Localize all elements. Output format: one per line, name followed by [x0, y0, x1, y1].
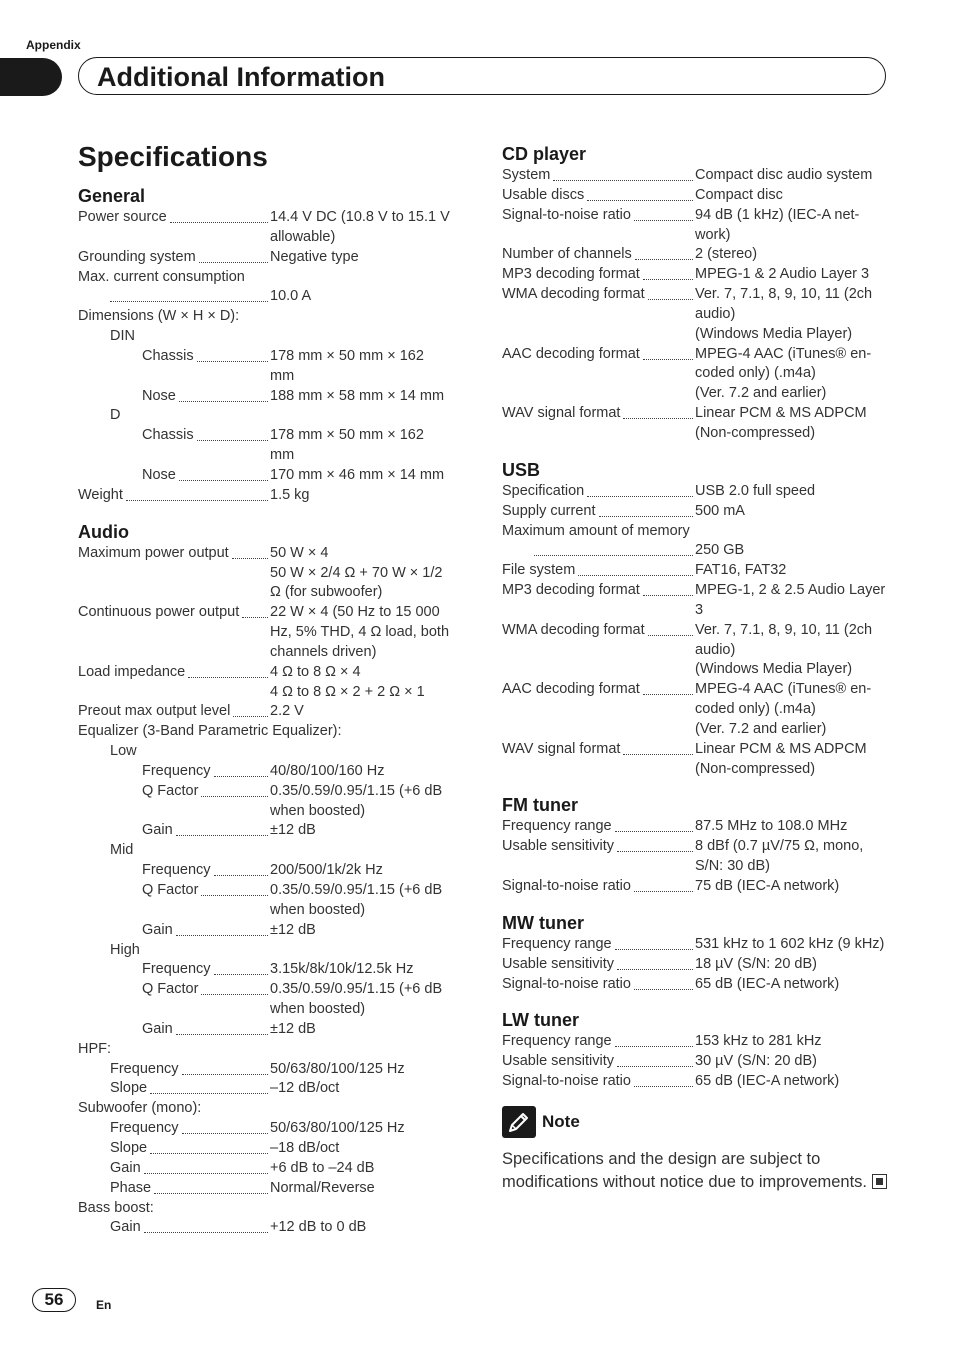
spec-value: 30 µV (S/N: 20 dB): [695, 1053, 817, 1070]
spec-label: Power source: [78, 209, 167, 225]
spec-value: 4 Ω to 8 Ω × 4: [270, 663, 361, 680]
dot-leader: [617, 1052, 693, 1067]
spec-row: [78, 426, 468, 446]
dot-leader: [201, 980, 268, 995]
spec-value: 50 W × 2/4 Ω + 70 W × 1/2: [270, 564, 443, 581]
spec-row: [502, 1072, 892, 1092]
dot-leader: [623, 404, 693, 419]
spec-row: [502, 424, 892, 444]
dot-leader: [110, 287, 268, 302]
spec-value: when boosted): [270, 1001, 366, 1018]
spec-label: Maximum power output: [78, 544, 229, 561]
dot-leader: [179, 466, 268, 481]
dot-leader: [214, 960, 268, 975]
spec-row: [78, 623, 468, 643]
spec-value: 0.35/0.59/0.95/1.15 (+6 dB: [270, 981, 443, 998]
section-heading: General: [78, 186, 146, 206]
spec-section: [78, 520, 468, 1239]
spec-row: [78, 1179, 468, 1199]
dot-leader: [578, 561, 693, 576]
dot-leader: [242, 603, 268, 618]
spec-section: [502, 142, 892, 444]
spec-value: allowable): [270, 228, 336, 245]
spec-row: [78, 821, 468, 841]
spec-group-label: Subwoofer (mono):: [78, 1100, 202, 1117]
spec-row: [78, 486, 468, 506]
spec-label: Slope: [110, 1139, 148, 1156]
spec-row: [502, 621, 892, 641]
dot-leader: [144, 1159, 268, 1174]
spec-row: [502, 581, 892, 601]
spec-label: Nose: [142, 387, 176, 404]
spec-label: Phase: [110, 1179, 152, 1196]
dot-leader: [643, 345, 693, 360]
dot-leader: [176, 821, 268, 836]
spec-row: [502, 245, 892, 265]
spec-value: MPEG-4 AAC (iTunes® en-: [695, 681, 872, 698]
spec-label: MP3 decoding format: [502, 582, 640, 599]
spec-row: [502, 837, 892, 857]
spec-value: when boosted): [270, 901, 366, 918]
note-body: [502, 1148, 892, 1194]
spec-value: 4 Ω to 8 Ω × 2 + 2 Ω × 1: [270, 683, 425, 700]
spec-row: [502, 740, 892, 760]
spec-value: 14.4 V DC (10.8 V to 15.1 V: [270, 209, 450, 225]
spec-value: (Non-compressed): [695, 424, 816, 441]
spec-label: Specification: [502, 482, 585, 499]
dot-leader: [587, 186, 693, 201]
spec-row: [502, 660, 892, 680]
spec-value: (Ver. 7.2 and earlier): [695, 385, 827, 402]
spec-group-label: Maximum amount of memory: [502, 522, 690, 539]
spec-label: Signal-to-noise ratio: [502, 878, 631, 894]
section-heading: CD player: [502, 144, 587, 164]
spec-label: Load impedance: [78, 663, 186, 680]
spec-value: ±12 dB: [270, 1020, 316, 1037]
spec-row: [78, 762, 468, 782]
spec-value: +6 dB to –24 dB: [270, 1159, 375, 1176]
spec-row: [502, 186, 892, 206]
spec-row: [502, 975, 892, 995]
section-banner: [78, 57, 886, 95]
dot-leader: [615, 817, 693, 832]
spec-row: [78, 287, 468, 307]
spec-value: 178 mm × 50 mm × 162: [270, 427, 424, 444]
spec-row: [502, 680, 892, 700]
spec-value: 65 dB (IEC-A network): [695, 975, 840, 992]
spec-row: [502, 482, 892, 502]
spec-row: [502, 305, 892, 325]
spec-row: [78, 564, 468, 584]
spec-section: [502, 911, 892, 995]
spec-row: [78, 663, 468, 683]
spec-row: [502, 641, 892, 661]
spec-label: Q Factor: [142, 782, 199, 799]
dot-leader: [150, 1079, 268, 1094]
spec-value: 3: [695, 601, 704, 618]
spec-label: Frequency: [142, 961, 211, 978]
spec-value: 1.5 kg: [270, 486, 310, 503]
dot-leader: [599, 502, 694, 517]
section-heading: FM tuner: [502, 795, 578, 816]
appendix-label: Appendix: [26, 38, 81, 52]
spec-value: FAT16, FAT32: [695, 562, 787, 579]
spec-row: [78, 960, 468, 980]
spec-group-label: HPF:: [78, 1040, 112, 1057]
spec-row: [502, 541, 892, 561]
spec-row: [78, 980, 468, 1000]
spec-row: [78, 1000, 468, 1020]
spec-label: File system: [502, 562, 576, 579]
dot-leader: [634, 206, 693, 221]
spec-label: Frequency: [110, 1060, 179, 1077]
spec-value: ±12 dB: [270, 921, 316, 938]
spec-label: WAV signal format: [502, 740, 621, 757]
spec-value: 500 mA: [695, 502, 745, 519]
dot-leader: [643, 581, 693, 596]
dot-leader: [635, 245, 693, 260]
spec-value: +12 dB to 0 dB: [270, 1219, 367, 1236]
end-mark-icon: [872, 1174, 887, 1189]
spec-row: [502, 226, 892, 246]
spec-row: [502, 1052, 892, 1072]
spec-value: Linear PCM & MS ADPCM: [695, 740, 867, 757]
spec-row: [502, 502, 892, 522]
spec-value: Hz, 5% THD, 4 Ω load, both: [270, 624, 450, 641]
dot-leader: [634, 975, 693, 990]
section-tab-marker: [0, 58, 62, 96]
spec-value: Negative type: [270, 248, 359, 265]
dot-leader: [197, 426, 268, 441]
spec-label: Usable sensitivity: [502, 955, 615, 972]
spec-label: Usable discs: [502, 186, 585, 203]
dot-leader: [615, 1032, 693, 1047]
spec-value: (Windows Media Player): [695, 661, 853, 678]
spec-label: Continuous power output: [78, 604, 240, 621]
dot-leader: [144, 1218, 268, 1233]
spec-label: Gain: [110, 1219, 141, 1236]
spec-row: [502, 265, 892, 285]
spec-value: Compact disc audio system: [695, 167, 873, 183]
section-heading: USB: [502, 459, 541, 480]
spec-value: mm: [270, 367, 295, 384]
language-label: En: [96, 1298, 112, 1312]
spec-section: [502, 1008, 892, 1092]
spec-value: 0.35/0.59/0.95/1.15 (+6 dB: [270, 882, 443, 898]
spec-value: Ω (for subwoofer): [270, 584, 383, 601]
spec-row: [78, 861, 468, 881]
spec-label: System: [502, 167, 551, 183]
spec-row: [78, 367, 468, 387]
spec-value: 188 mm × 58 mm × 14 mm: [270, 387, 445, 404]
spec-label: Signal-to-noise ratio: [502, 975, 631, 992]
spec-label: Chassis: [142, 347, 194, 364]
spec-group-label: Bass boost:: [78, 1199, 154, 1216]
dot-leader: [201, 881, 268, 896]
spec-label: Number of channels: [502, 246, 632, 263]
spec-label: Gain: [142, 921, 173, 938]
spec-label: Signal-to-noise ratio: [502, 206, 631, 223]
spec-value: coded only) (.m4a): [695, 701, 816, 718]
spec-row: [78, 901, 468, 921]
spec-label: WMA decoding format: [502, 621, 645, 638]
dot-leader: [587, 482, 693, 497]
spec-label: Frequency: [110, 1120, 179, 1137]
spec-row: [502, 345, 892, 365]
spec-group-label: DIN: [110, 328, 135, 345]
spec-label: Supply current: [502, 502, 596, 519]
spec-row: [78, 782, 468, 802]
spec-value: 2 (stereo): [695, 246, 758, 263]
dot-leader: [615, 935, 693, 950]
spec-section: [78, 184, 468, 506]
spec-value: 10.0 A: [270, 288, 312, 305]
spec-row: [78, 881, 468, 901]
spec-section: [502, 793, 892, 896]
spec-value: work): [695, 226, 731, 243]
spec-label: Signal-to-noise ratio: [502, 1073, 631, 1090]
note-title: Note: [542, 1111, 580, 1131]
spec-row: [78, 228, 468, 248]
dot-leader: [150, 1139, 268, 1154]
spec-value: channels driven): [270, 643, 377, 660]
spec-value: (Windows Media Player): [695, 325, 853, 342]
dot-leader: [232, 544, 268, 559]
spec-value: 170 mm × 46 mm × 14 mm: [270, 466, 445, 483]
spec-row: [78, 208, 468, 228]
spec-row: [502, 384, 892, 404]
dot-leader: [179, 387, 268, 402]
dot-leader: [182, 1060, 268, 1075]
spec-value: 0.35/0.59/0.95/1.15 (+6 dB: [270, 782, 443, 799]
spec-row: [502, 877, 892, 897]
spec-label: AAC decoding format: [502, 681, 640, 698]
dot-leader: [233, 702, 268, 717]
dot-leader: [617, 837, 693, 852]
spec-row: [502, 857, 892, 877]
dot-leader: [126, 486, 268, 501]
page-title: Specifications: [78, 141, 268, 172]
spec-label: Frequency range: [502, 1033, 612, 1050]
spec-label: MP3 decoding format: [502, 266, 640, 283]
dot-leader: [643, 265, 693, 280]
spec-row: [78, 466, 468, 486]
spec-value: Ver. 7, 7.1, 8, 9, 10, 11 (2ch: [695, 286, 873, 303]
spec-group-label: Equalizer (3-Band Parametric Equalizer):: [78, 723, 342, 740]
dot-leader: [214, 762, 268, 777]
right-column: [502, 142, 892, 1194]
spec-row: [78, 1139, 468, 1159]
spec-row: [502, 700, 892, 720]
spec-label: Frequency range: [502, 818, 612, 835]
spec-value: 87.5 MHz to 108.0 MHz: [695, 818, 848, 835]
spec-section: [502, 458, 892, 780]
spec-value: (Non-compressed): [695, 760, 816, 777]
spec-label: Weight: [78, 486, 123, 503]
spec-value: –12 dB/oct: [270, 1080, 340, 1097]
spec-value: audio): [695, 641, 736, 658]
spec-row: [78, 921, 468, 941]
spec-value: –18 dB/oct: [270, 1139, 340, 1156]
spec-group-label: Max. current consumption: [78, 268, 245, 285]
spec-label: Frequency range: [502, 935, 612, 952]
section-heading: LW tuner: [502, 1010, 579, 1031]
spec-value: 50/63/80/100/125 Hz: [270, 1120, 405, 1137]
spec-label: Gain: [110, 1159, 141, 1176]
spec-label: Grounding system: [78, 248, 196, 265]
spec-value: 3.15k/8k/10k/12.5k Hz: [270, 961, 414, 978]
spec-row: [78, 583, 468, 603]
spec-label: Usable sensitivity: [502, 1053, 615, 1070]
spec-row: [502, 166, 892, 186]
spec-value: USB 2.0 full speed: [695, 482, 816, 499]
spec-label: Slope: [110, 1080, 148, 1097]
spec-value: 75 dB (IEC-A network): [695, 878, 840, 894]
spec-value: Ver. 7, 7.1, 8, 9, 10, 11 (2ch: [695, 621, 873, 638]
spec-value: coded only) (.m4a): [695, 365, 816, 382]
note-text: Specifications and the design are subject to modifications without notice due to improvements.: [502, 1149, 868, 1191]
spec-row: [502, 561, 892, 581]
spec-group-label: Dimensions (W × H × D):: [78, 308, 240, 325]
spec-label: WAV signal format: [502, 405, 621, 422]
spec-row: [78, 702, 468, 722]
spec-group-label: Mid: [110, 842, 134, 859]
spec-value: MPEG-1, 2 & 2.5 Audio Layer: [695, 582, 886, 599]
spec-value: S/N: 30 dB): [695, 858, 770, 875]
dot-leader: [634, 877, 693, 892]
spec-row: [78, 1060, 468, 1080]
dot-leader: [553, 166, 693, 181]
dot-leader: [648, 285, 693, 300]
section-heading: MW tuner: [502, 912, 584, 933]
spec-value: 250 GB: [695, 542, 745, 559]
dot-leader: [634, 1072, 693, 1087]
dot-leader: [214, 861, 268, 876]
left-column: [78, 184, 468, 1252]
spec-value: 65 dB (IEC-A network): [695, 1073, 840, 1090]
spec-value: 94 dB (1 kHz) (IEC-A net-: [695, 206, 860, 223]
spec-label: Chassis: [142, 427, 194, 444]
spec-row: [502, 935, 892, 955]
spec-row: [502, 325, 892, 345]
spec-value: when boosted): [270, 802, 366, 819]
dot-leader: [188, 663, 268, 678]
spec-group-label: D: [110, 407, 121, 424]
spec-row: [78, 683, 468, 703]
spec-value: Linear PCM & MS ADPCM: [695, 405, 867, 422]
spec-row: [502, 364, 892, 384]
spec-row: [78, 603, 468, 623]
spec-value: Normal/Reverse: [270, 1179, 375, 1196]
dot-leader: [176, 1020, 268, 1035]
spec-label: AAC decoding format: [502, 345, 640, 362]
dot-leader: [623, 740, 693, 755]
section-title: Additional Information: [97, 62, 385, 92]
spec-value: 8 dBf (0.7 µV/75 Ω, mono,: [695, 838, 864, 855]
spec-value: ±12 dB: [270, 822, 316, 839]
dot-leader: [643, 680, 693, 695]
spec-row: [502, 720, 892, 740]
note-header: [502, 1106, 892, 1138]
spec-row: [502, 404, 892, 424]
spec-value: 153 kHz to 281 kHz: [695, 1033, 822, 1050]
spec-value: audio): [695, 305, 736, 322]
spec-label: Usable sensitivity: [502, 838, 615, 855]
dot-leader: [617, 955, 693, 970]
spec-row: [78, 1079, 468, 1099]
spec-row: [502, 760, 892, 780]
spec-row: [78, 1159, 468, 1179]
dot-leader: [199, 248, 268, 263]
spec-value: Compact disc: [695, 186, 783, 203]
spec-value: 22 W × 4 (50 Hz to 15 000: [270, 604, 440, 621]
spec-value: MPEG-4 AAC (iTunes® en-: [695, 345, 872, 362]
spec-row: [78, 802, 468, 822]
spec-label: Nose: [142, 466, 176, 483]
spec-row: [502, 601, 892, 621]
spec-row: [78, 248, 468, 268]
spec-value: 50/63/80/100/125 Hz: [270, 1060, 405, 1077]
dot-leader: [201, 782, 268, 797]
spec-label: Q Factor: [142, 882, 199, 898]
spec-value: 40/80/100/160 Hz: [270, 762, 385, 779]
spec-label: Frequency: [142, 862, 211, 879]
spec-row: [502, 206, 892, 226]
spec-row: [78, 446, 468, 466]
spec-row: [78, 1218, 468, 1238]
spec-value: 200/500/1k/2k Hz: [270, 862, 383, 879]
spec-group-label: Low: [110, 743, 137, 760]
spec-row: [502, 1032, 892, 1052]
spec-value: (Ver. 7.2 and earlier): [695, 720, 827, 737]
dot-leader: [176, 921, 268, 936]
spec-value: 2.2 V: [270, 703, 304, 720]
spec-value: 18 µV (S/N: 20 dB): [695, 955, 817, 972]
spec-label: WMA decoding format: [502, 286, 645, 303]
dot-leader: [648, 621, 693, 636]
dot-leader: [170, 208, 268, 223]
dot-leader: [154, 1179, 268, 1194]
page-number: 56: [32, 1288, 76, 1312]
spec-label: Preout max output level: [78, 703, 231, 720]
spec-row: [502, 817, 892, 837]
spec-row: [78, 1119, 468, 1139]
pencil-note-icon: [502, 1106, 536, 1138]
spec-label: Frequency: [142, 762, 211, 779]
spec-value: 178 mm × 50 mm × 162: [270, 347, 424, 364]
spec-row: [78, 643, 468, 663]
spec-label: Gain: [142, 1020, 173, 1037]
spec-value: 50 W × 4: [270, 544, 329, 561]
spec-value: mm: [270, 447, 295, 464]
spec-row: [78, 544, 468, 564]
dot-leader: [197, 347, 268, 362]
spec-row: [502, 285, 892, 305]
spec-value: MPEG-1 & 2 Audio Layer 3: [695, 266, 870, 283]
dot-leader: [182, 1119, 268, 1134]
spec-value: 531 kHz to 1 602 kHz (9 kHz): [695, 935, 885, 952]
spec-row: [78, 387, 468, 407]
spec-label: Gain: [142, 822, 173, 839]
spec-row: [502, 955, 892, 975]
section-heading: Audio: [78, 521, 129, 542]
spec-group-label: High: [110, 941, 140, 958]
spec-row: [78, 347, 468, 367]
spec-label: Q Factor: [142, 981, 199, 998]
spec-row: [78, 1020, 468, 1040]
dot-leader: [534, 541, 693, 556]
